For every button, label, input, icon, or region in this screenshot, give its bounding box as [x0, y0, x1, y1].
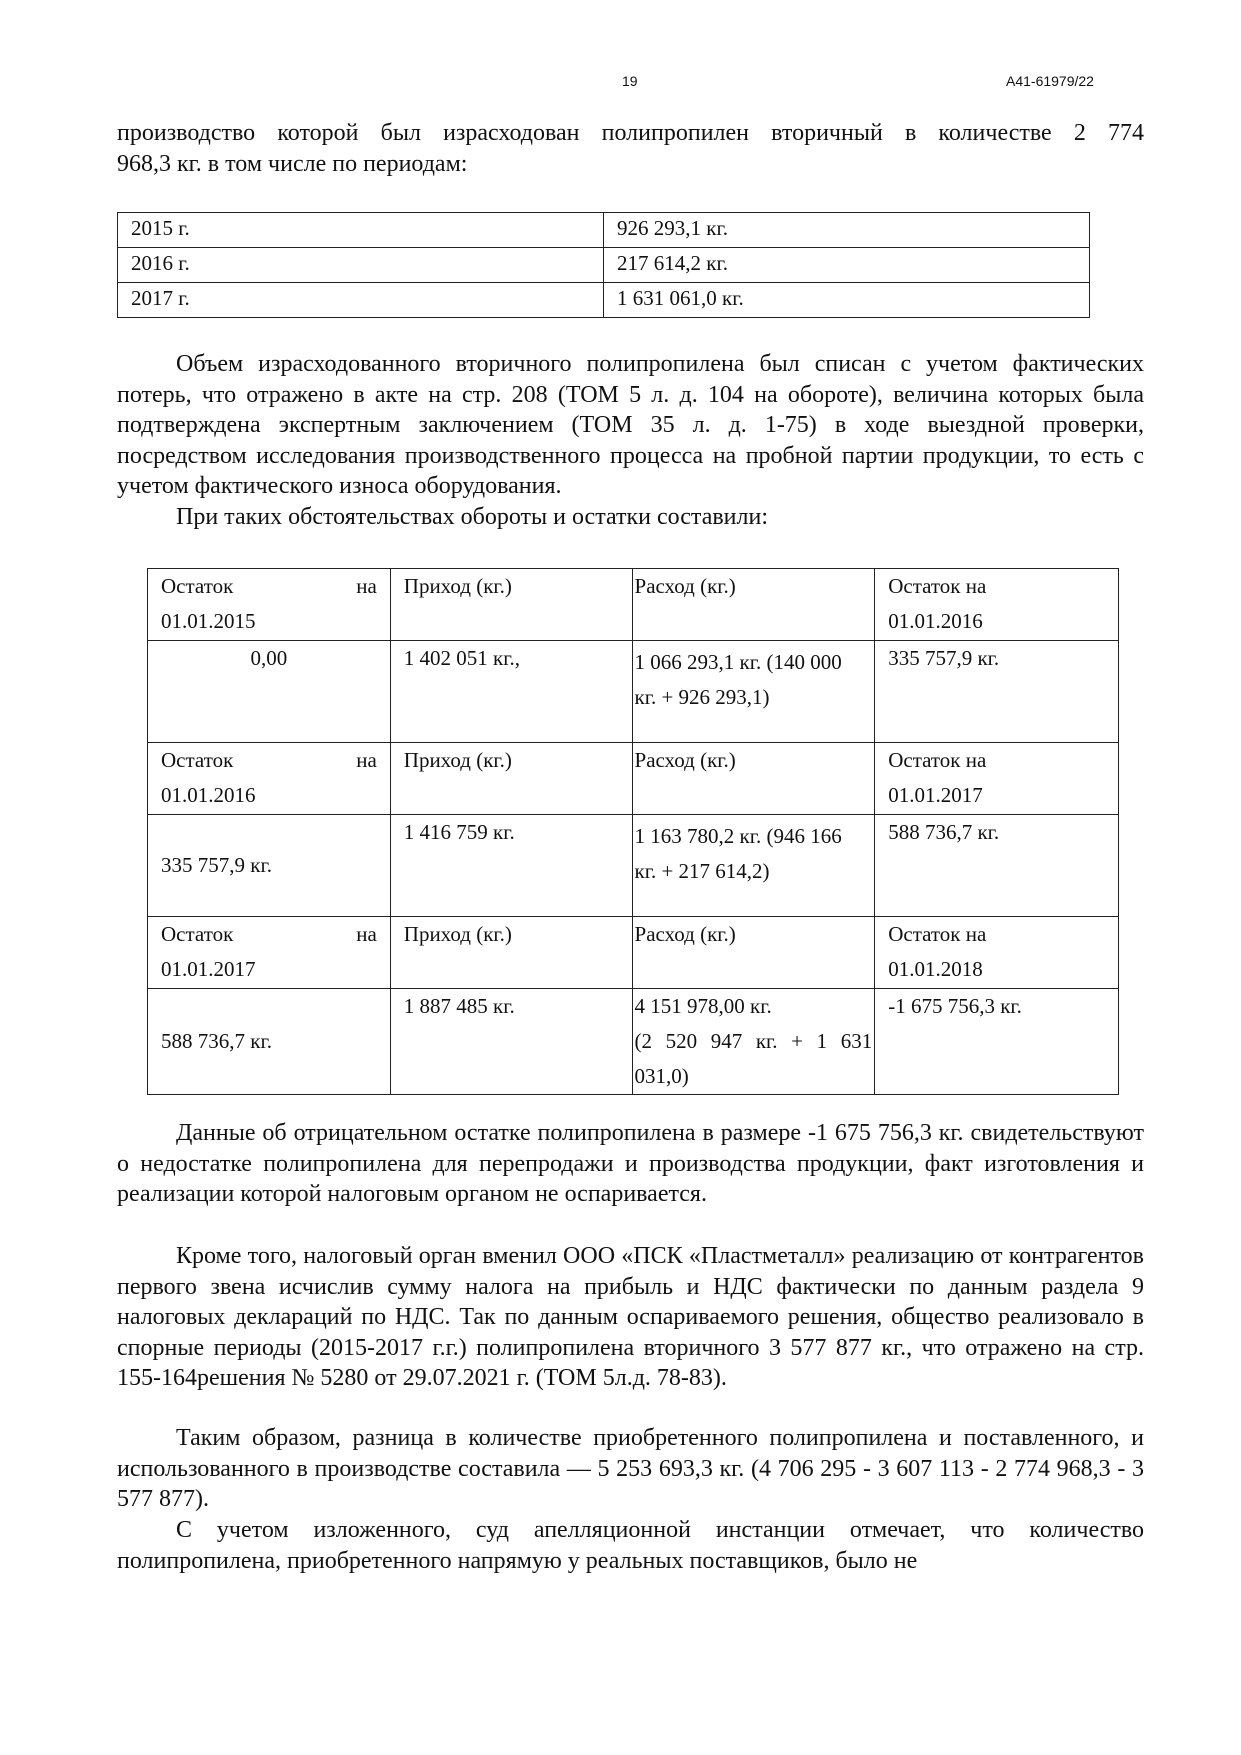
table-header-row	[148, 569, 1119, 641]
paragraph-4: Данные об отрицательном остатке полипропилена в размере -1 675 756,3 кг. свидетельствуют о недостатке полипропилена для перепродажи и производства продукции, факт изготовления и реализации которой налоговым органом не оспаривается.	[117, 1120, 1144, 1207]
table-row	[148, 989, 1119, 1095]
closing-balance-value: -1 675 756,3 кг.	[875, 989, 1119, 1095]
income-header: Приход (кг.)	[390, 917, 632, 989]
table-row	[118, 248, 1090, 283]
paragraph-5: Кроме того, налоговый орган вменил ООО «ПСК «Пластметалл» реализацию от контрагентов первого звена исчислив сумму налога на прибыль и НДС фактически по данным раздела 9 налоговых деклараций по НДС. Так по данным оспариваемого решения, общество реализовало в спорные периоды (2015-2017 г.г.) полипропилена вторичного 3 577 877 кг., что отражено на стр. 155-164решения № 5280 от 29.07.2021 г. (ТОМ 5л.д. 78-83).	[117, 1243, 1144, 1391]
opening-balance-header: Остаток на 01.01.2015	[148, 569, 391, 641]
period-amount: 1 631 061,0 кг.	[604, 283, 1090, 318]
income-value: 1 416 759 кг.	[390, 815, 632, 917]
table-row	[148, 641, 1119, 743]
opening-balance-value: 335 757,9 кг.	[148, 815, 391, 917]
closing-balance-header: Остаток на 01.01.2018	[875, 917, 1119, 989]
paragraph-1-line-1: производство которой был израсходован полипропилен вторичный в количестве 2 774	[117, 120, 1144, 146]
case-number: А41-61979/22	[1006, 73, 1094, 89]
expense-header: Расход (кг.)	[632, 743, 875, 815]
opening-balance-header: Остаток на 01.01.2016	[148, 743, 391, 815]
table-header-row	[148, 743, 1119, 815]
income-value: 1 887 485 кг.	[390, 989, 632, 1095]
paragraph-7: С учетом изложенного, суд апелляционной инстанции отмечает, что количество полипропилена, приобретенного напрямую у реальных поставщиков, было не	[117, 1517, 1144, 1574]
period-year: 2015 г.	[118, 213, 604, 248]
expense-value: 1 163 780,2 кг. (946 166 кг. + 217 614,2)	[632, 815, 875, 917]
period-year: 2017 г.	[118, 283, 604, 318]
table-row	[148, 815, 1119, 917]
paragraph-2: Объем израсходованного вторичного полипропилена был списан с учетом фактических потерь, что отражено в акте на стр. 208 (ТОМ 5 л. д. 104 на обороте), величина которых была подтверждена экспертным заключением (ТОМ 35 л. д. 1-75) в ходе выездной проверки, посредством исследования производственного процесса на пробной партии продукции, то есть с учетом фактического износа оборудования.	[117, 351, 1144, 499]
paragraph-6: Таким образом, разница в количестве приобретенного полипропилена и поставленного, и использованного в производстве составила — 5 253 693,3 кг. (4 706 295 - 3 607 113 - 2 774 968,3 - 3 577 877).	[117, 1425, 1144, 1512]
opening-balance-header: Остаток на 01.01.2017	[148, 917, 391, 989]
table-row	[118, 213, 1090, 248]
opening-balance-value: 0,00	[148, 641, 391, 743]
closing-balance-value: 588 736,7 кг.	[875, 815, 1119, 917]
page-number: 19	[622, 73, 638, 89]
expense-header: Расход (кг.)	[632, 569, 875, 641]
expense-value: 1 066 293,1 кг. (140 000 кг. + 926 293,1)	[632, 641, 875, 743]
table-header-row	[148, 917, 1119, 989]
income-value: 1 402 051 кг.,	[390, 641, 632, 743]
income-header: Приход (кг.)	[390, 569, 632, 641]
paragraph-1-line-2: 968,3 кг. в том числе по периодам:	[117, 151, 468, 177]
periods-table	[117, 212, 1090, 318]
opening-balance-value: 588 736,7 кг.	[148, 989, 391, 1095]
income-header: Приход (кг.)	[390, 743, 632, 815]
table-row	[118, 283, 1090, 318]
balance-table	[147, 568, 1119, 1095]
closing-balance-header: Остаток на 01.01.2016	[875, 569, 1119, 641]
period-year: 2016 г.	[118, 248, 604, 283]
expense-header: Расход (кг.)	[632, 917, 875, 989]
closing-balance-header: Остаток на 01.01.2017	[875, 743, 1119, 815]
period-amount: 926 293,1 кг.	[604, 213, 1090, 248]
period-amount: 217 614,2 кг.	[604, 248, 1090, 283]
closing-balance-value: 335 757,9 кг.	[875, 641, 1119, 743]
paragraph-3: При таких обстоятельствах обороты и остатки составили:	[176, 504, 769, 530]
expense-value: 4 151 978,00 кг. (2 520 947 кг. + 1 631 031,0)	[632, 989, 875, 1095]
